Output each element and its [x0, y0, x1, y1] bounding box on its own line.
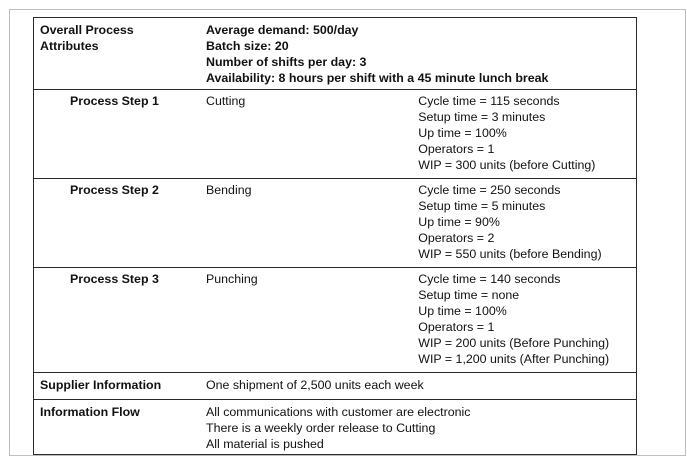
step-1-label: Process Step 1	[70, 94, 159, 108]
step-1-name: Cutting	[206, 94, 246, 108]
step-2-label: Process Step 2	[70, 183, 159, 197]
step-3-wip-before: WIP = 200 units (Before Punching)	[418, 336, 610, 350]
step-1-up-time: Up time = 100%	[418, 126, 507, 140]
step-row-2	[34, 179, 637, 268]
step-3-setup-time: Setup time = none	[418, 288, 520, 302]
step-2-cycle-time: Cycle time = 250 seconds	[418, 183, 561, 197]
step-2-setup-time: Setup time = 5 minutes	[418, 199, 546, 213]
process-attributes-table	[33, 17, 637, 455]
step-1-values	[418, 90, 636, 179]
overall-average-demand: Average demand: 500/day	[206, 23, 359, 37]
supplier-row	[34, 373, 637, 400]
information-flow-label: Information Flow	[40, 405, 140, 419]
overall-label	[34, 18, 201, 90]
overall-values	[200, 18, 637, 90]
overall-availability: Availability: 8 hours per shift with a 45 minute lunch break	[206, 71, 549, 85]
supplier-text: One shipment of 2,500 units each week	[206, 378, 424, 392]
information-flow-values	[200, 400, 637, 455]
info-flow-line-2: There is a weekly order release to Cutting	[206, 421, 436, 435]
overall-row	[34, 18, 637, 90]
step-2-up-time: Up time = 90%	[418, 215, 500, 229]
step-3-label: Process Step 3	[70, 272, 159, 286]
step-3-operators: Operators = 1	[418, 320, 495, 334]
step-1-setup-time: Setup time = 3 minutes	[418, 110, 546, 124]
step-3-up-time: Up time = 100%	[418, 304, 507, 318]
step-2-values	[418, 179, 636, 268]
step-1-operators: Operators = 1	[418, 142, 495, 156]
step-2-wip: WIP = 550 units (before Bending)	[418, 247, 602, 261]
step-row-1	[34, 90, 637, 179]
info-flow-line-3: All material is pushed	[206, 437, 324, 451]
information-flow-row	[34, 400, 637, 455]
step-3-cycle-time: Cycle time = 140 seconds	[418, 272, 561, 286]
step-3-values	[418, 268, 636, 373]
step-1-wip: WIP = 300 units (before Cutting)	[418, 158, 596, 172]
overall-shifts: Number of shifts per day: 3	[206, 55, 367, 69]
step-1-cycle-time: Cycle time = 115 seconds	[418, 94, 560, 108]
step-2-operators: Operators = 2	[418, 231, 495, 245]
info-flow-line-1: All communications with customer are electronic	[206, 405, 471, 419]
overall-label-line-1: Overall Process	[40, 23, 134, 37]
supplier-label: Supplier Information	[40, 378, 162, 392]
overall-label-line-2: Attributes	[40, 39, 99, 53]
overall-batch-size: Batch size: 20	[206, 39, 289, 53]
step-3-name: Punching	[206, 272, 258, 286]
step-row-3	[34, 268, 637, 373]
step-2-name: Bending	[206, 183, 252, 197]
step-3-wip-after: WIP = 1,200 units (After Punching)	[418, 352, 610, 366]
